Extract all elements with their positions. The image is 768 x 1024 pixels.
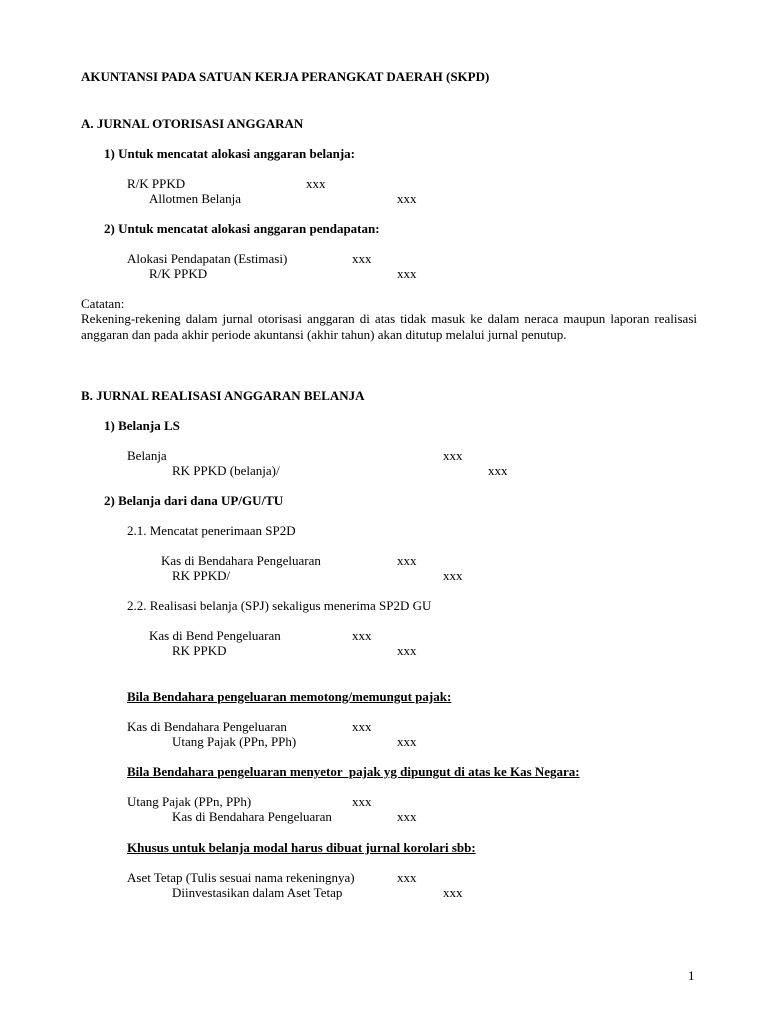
sub-item-heading: 2.2. Realisasi belanja (SPJ) sekaligus menerima SP2D GU (127, 598, 432, 613)
note-label: Catatan: (81, 296, 125, 311)
note-text: Rekening-rekening dalam jurnal otorisasi anggaran di atas tidak masuk ke dalam neraca maupun laporan realisasi anggaran dan pada akhir periode akuntansi (akhir tahun) akan ditutup melalui jurnal penutup. (81, 311, 697, 342)
journal-credit-account: Utang Pajak (PPn, PPh) (172, 734, 297, 749)
journal-debit-amount: xxx (397, 870, 417, 885)
journal-credit-amount: xxx (397, 191, 417, 206)
journal-debit-amount: xxx (352, 794, 372, 809)
journal-credit-account: Diinvestasikan dalam Aset Tetap (172, 885, 343, 900)
journal-credit-account: RK PPKD (172, 643, 227, 658)
section-b-item1-heading: 1) Belanja LS (104, 418, 180, 433)
section-a-item1-heading: 1) Untuk mencatat alokasi anggaran belanja: (104, 146, 355, 161)
journal-debit-amount: xxx (306, 176, 326, 191)
journal-credit-amount: xxx (397, 734, 417, 749)
document-title: AKUNTANSI PADA SATUAN KERJA PERANGKAT DAERAH (SKPD) (81, 69, 490, 84)
journal-credit-amount: xxx (443, 885, 463, 900)
journal-debit-account: Kas di Bendahara Pengeluaran (161, 553, 321, 568)
section-a-item2-heading: 2) Untuk mencatat alokasi anggaran pendapatan: (104, 221, 380, 236)
korolari-heading: Khusus untuk belanja modal harus dibuat jurnal korolari sbb: (127, 840, 476, 855)
journal-credit-account: Allotmen Belanja (149, 191, 242, 206)
journal-debit-amount: xxx (352, 719, 372, 734)
journal-credit-account: RK PPKD/ (172, 568, 231, 583)
section-a-heading: A. JURNAL OTORISASI ANGGARAN (81, 116, 304, 131)
journal-debit-account: Belanja (127, 448, 167, 463)
journal-debit-account: Kas di Bendahara Pengeluaran (127, 719, 287, 734)
journal-debit-account: Alokasi Pendapatan (Estimasi) (127, 251, 288, 266)
journal-debit-account: Aset Tetap (Tulis sesuai nama rekeningnya) (127, 870, 355, 885)
journal-debit-account: R/K PPKD (127, 176, 186, 191)
section-b-heading: B. JURNAL REALISASI ANGGARAN BELANJA (81, 388, 365, 403)
journal-debit-amount: xxx (397, 553, 417, 568)
journal-credit-account: RK PPKD (belanja)/ (172, 463, 280, 478)
journal-credit-amount: xxx (443, 568, 463, 583)
page-number: 1 (688, 968, 695, 983)
journal-debit-amount: xxx (352, 628, 372, 643)
journal-credit-amount: xxx (488, 463, 508, 478)
pajak-potong-heading: Bila Bendahara pengeluaran memotong/memungut pajak: (127, 689, 452, 704)
journal-debit-account: Kas di Bend Pengeluaran (149, 628, 281, 643)
section-b-item2-heading: 2) Belanja dari dana UP/GU/TU (104, 493, 284, 508)
journal-credit-amount: xxx (397, 643, 417, 658)
journal-debit-amount: xxx (443, 448, 463, 463)
journal-debit-account: Utang Pajak (PPn, PPh) (127, 794, 252, 809)
journal-credit-account: Kas di Bendahara Pengeluaran (172, 809, 332, 824)
journal-credit-amount: xxx (397, 266, 417, 281)
journal-debit-amount: xxx (352, 251, 372, 266)
journal-credit-account: R/K PPKD (149, 266, 208, 281)
pajak-setor-heading: Bila Bendahara pengeluaran menyetor pajak yg dipungut di atas ke Kas Negara: (127, 764, 580, 779)
journal-credit-amount: xxx (397, 809, 417, 824)
sub-item-heading: 2.1. Mencatat penerimaan SP2D (127, 523, 296, 538)
